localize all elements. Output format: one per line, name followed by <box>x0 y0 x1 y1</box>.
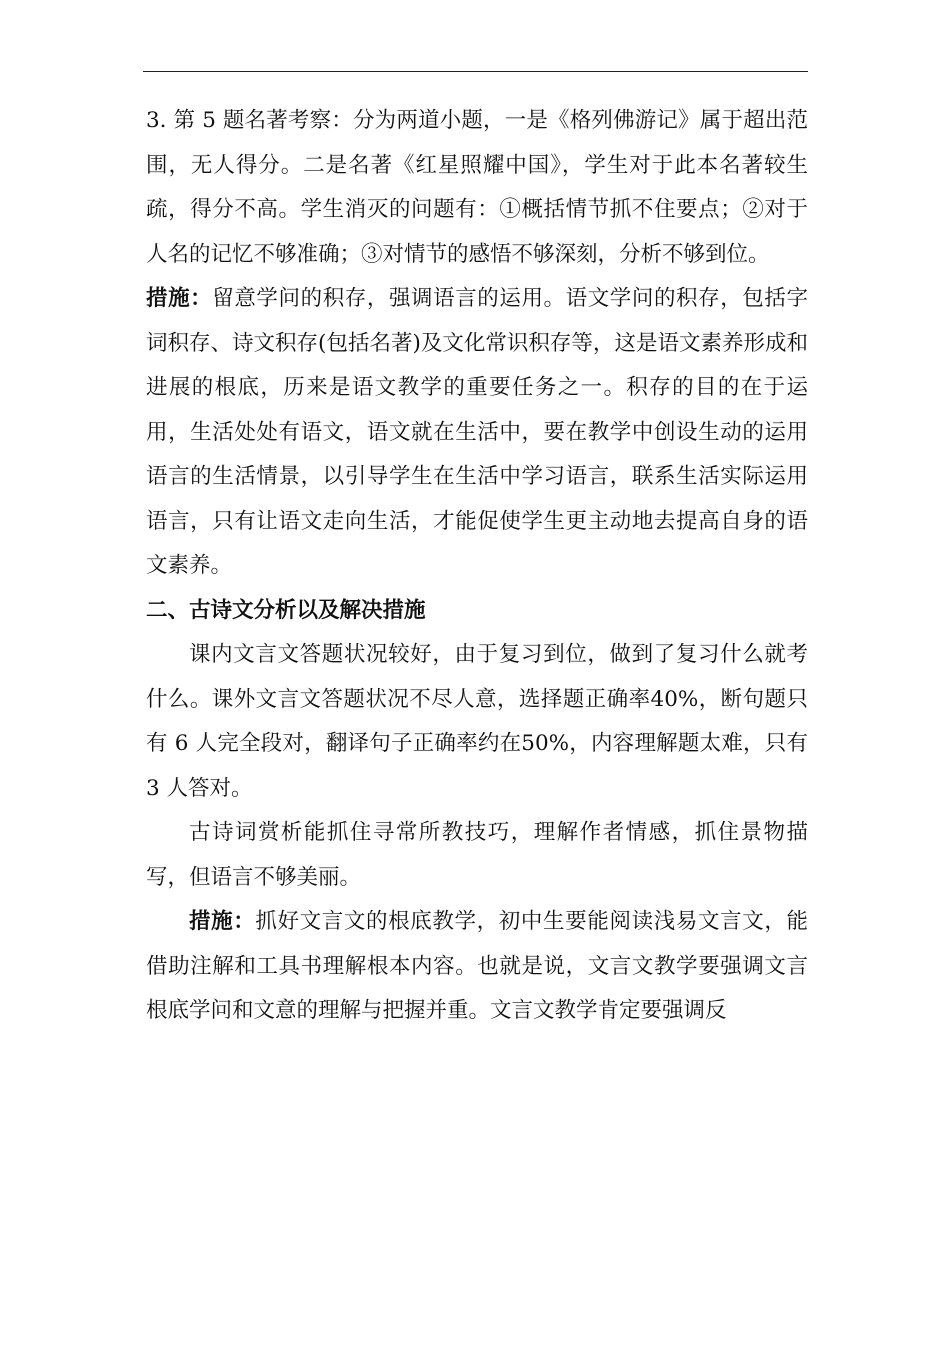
paragraph-famous-works: 3. 第 5 题名著考察：分为两道小题，一是《格列佛游记》属于超出范围，无人得分。二是名著《红星照耀中国》，学生对于此本名著较生疏，得分不高。学生消灭的问题有：①概括情节抓不住要点；②对于人名的记忆不够准确；③对情节的感悟不够深刻，分析不够到位。 <box>146 108 808 267</box>
document-body <box>146 99 808 1034</box>
measures-text-2: 抓好文言文的根底教学，初中生要能阅读浅易文言文，能借助注解和工具书理解根本内容。也就是说，文言文教学要强调文言根底学问和文意的理解与把握并重。文言文教学肯定要强调反 <box>146 909 808 1023</box>
section-heading-classical-poetry: 二、古诗文分析以及解决措施 <box>146 597 426 623</box>
paragraph-poetry-appreciation: 古诗词赏析能抓住寻常所教技巧，理解作者情感，抓住景物描写，但语言不够美丽。 <box>146 820 808 890</box>
measures-label: 措施： <box>146 286 213 311</box>
measures-text: 留意学问的积存，强调语言的运用。语文学问的积存，包括字词积存、诗文积存(包括名著)及文化常识积存等，这是语文素养形成和进展的根底，历来是语文教学的重要任务之一。积存的目的在于运用，生活处处有语文，语文就在生活中，要在教学中创设生动的运用语言的生活情景，以引导学生在生活中学习语言，联系生活实际运用语言，只有让语文走向生活，才能促使学生更主动地去提高自身的语文素养。 <box>146 286 808 578</box>
measures-label-2: 措施： <box>189 909 256 934</box>
paragraph-measures-2 <box>146 900 808 1034</box>
paragraph-measures-1 <box>146 277 808 589</box>
header-rule <box>143 71 808 72</box>
paragraph-classical-chinese: 课内文言文答题状况较好，由于复习到位，做到了复习什么就考什么。课外文言文答题状况不尽人意，选择题正确率40%，断句题只有 6 人完全段对，翻译句子正确率约在50%，内容理解题太难，只有 3 人答对。 <box>146 642 808 801</box>
